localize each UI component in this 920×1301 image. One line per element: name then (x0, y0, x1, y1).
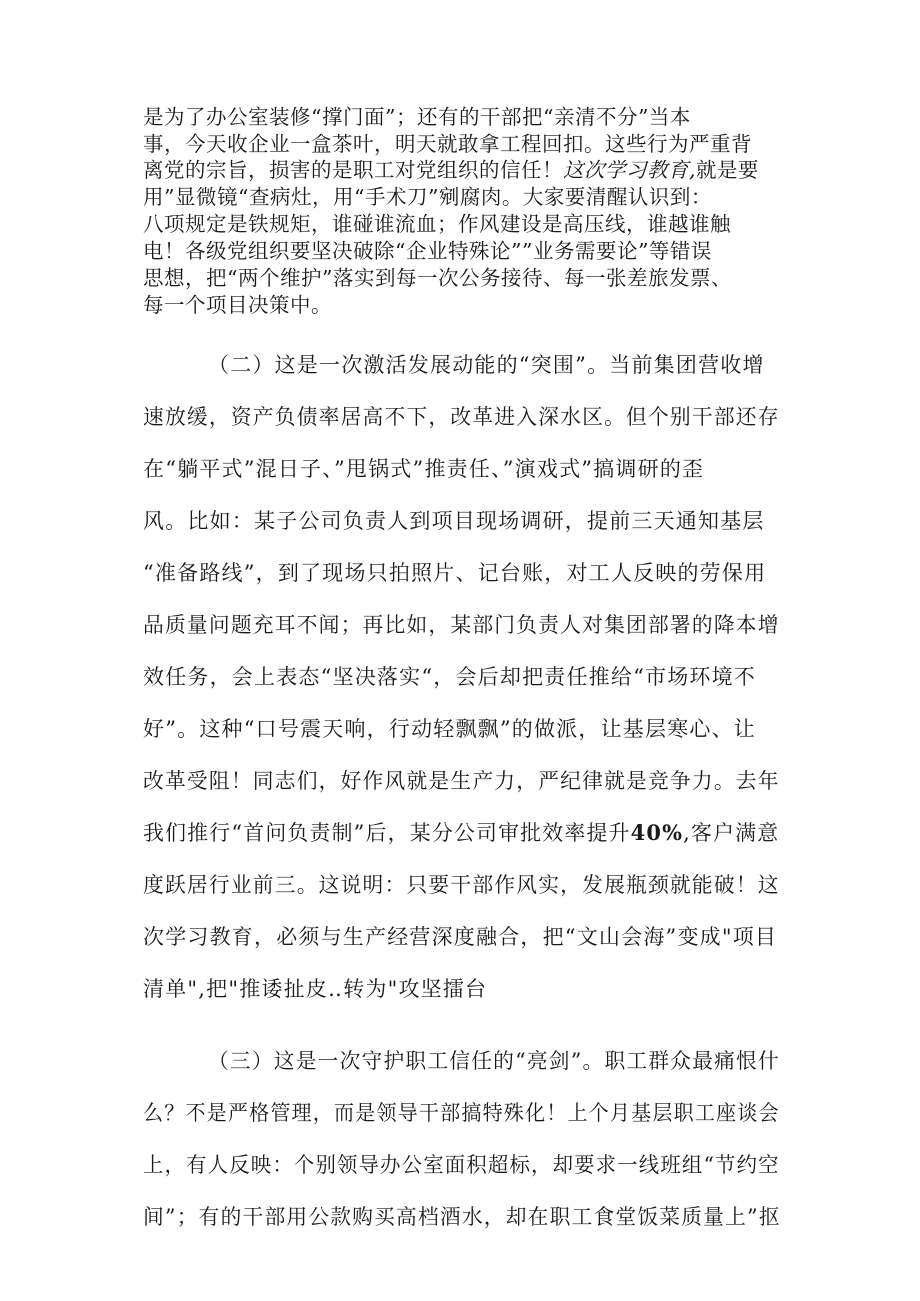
text-line: （三）这是一次守护职工信任的“亮剑”。职工群众最痛恨什 (208, 1049, 780, 1073)
text-line: 事，今天收企业一盒茶叶，明天就敢拿工程回扣。这些行为严重背 (143, 132, 752, 156)
text-line: 改革受阻！同志们，好作风就是生产力，严纪律就是竞争力。去年 (143, 769, 780, 793)
text-line (143, 157, 759, 183)
bold-percent: 40% (630, 820, 684, 845)
text-line: “准备路线”，到了现场只拍照片、记台账，对工人反映的劳保用 (143, 561, 767, 585)
text-line: （二）这是一次激活发展动能的“突围”。当前集团营收增 (208, 353, 765, 377)
text-segment: ,客户满意 (683, 821, 780, 845)
text-line: 上，有人反映：个别领导办公室面积超标，却要求一线班组“节约空 (143, 1153, 780, 1177)
text-line: 品质量问题充耳不闻；再比如，某部门负责人对集团部署的降本增 (143, 613, 780, 637)
text-segment: 离党的宗旨，损害的是职工对党组织的信任！ (143, 158, 563, 182)
text-line: 度跃居行业前三。这说明：只要干部作风实，发展瓶颈就能破！这 (143, 873, 780, 897)
text-segment: 就是要 (696, 158, 760, 182)
text-line: 思想，把“两个维护”落实到每一次公务接待、每一张差旅发票、 (143, 266, 732, 290)
text-line: 好”。这种“口号震天响，行动轻飘飘”的做派，让基层寒心、让 (143, 717, 757, 741)
text-line: 每一个项目决策中。 (143, 293, 332, 317)
text-segment: 我们推行“首问负责制”后，某分公司审批效率提升 (143, 821, 631, 845)
text-line: 风。比如：某子公司负责人到项目现场调研，提前三天通知基层 (143, 509, 765, 533)
text-line: 速放缓，资产负债率居高不下，改革进入深水区。但个别干部还存 (143, 405, 780, 429)
text-line: 电！各级党组织要坚决破除“企业特殊论””业务需要论”等错误 (143, 239, 712, 263)
text-line: 是为了办公室装修“撑门面”；还有的干部把“亲清不分”当本 (143, 105, 691, 129)
text-line: 清单",把"推诿扯皮‥转为"攻坚擂台 (143, 977, 488, 1001)
italic-text: 这次学习教育, (563, 158, 697, 182)
text-line: 用”显微镜“查病灶，用“手术刀”剜腐肉。大家要清醒认识到： (143, 185, 712, 209)
text-line: 次学习教育，必须与生产经营深度融合，把“文山会海”变成"项目 (143, 925, 778, 949)
text-line: 间”；有的干部用公款购买高档酒水，却在职工食堂饭菜质量上”抠 (143, 1205, 781, 1229)
text-line: 在“躺平式”混日子、”甩锅式”推责任、”演戏式”搞调研的歪 (143, 457, 705, 481)
text-line (143, 820, 779, 846)
text-line: 八项规定是铁规矩，谁碰谁流血；作风建设是高压线，谁越谁触 (143, 212, 731, 236)
text-line: 效任务，会上表态“坚决落实“，会后却把责任推给“市场环境不 (143, 665, 757, 689)
text-line: 么？不是严格管理，而是领导干部搞特殊化！上个月基层职工座谈会 (143, 1101, 780, 1125)
